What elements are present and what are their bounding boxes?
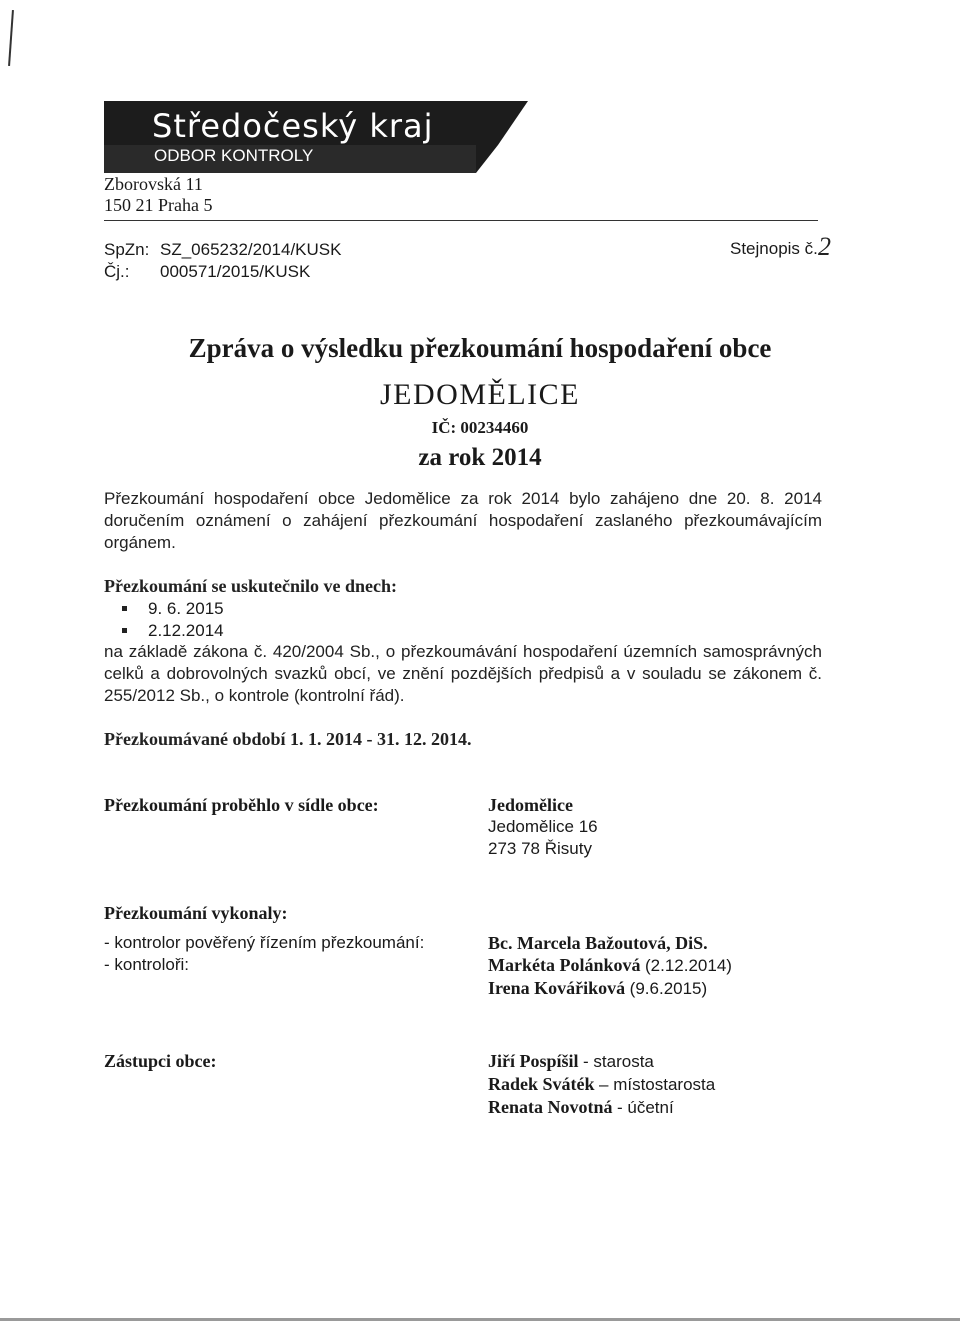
- date-item: [104, 598, 224, 620]
- location-label: Přezkoumání proběhlo v sídle obce:: [104, 795, 379, 815]
- department-name: ODBOR KONTROLY: [154, 146, 314, 165]
- bullet-icon: [122, 628, 127, 633]
- representative-row: [488, 1073, 715, 1096]
- date-item: [104, 620, 224, 642]
- representative-role: – místostarosta: [599, 1075, 716, 1094]
- representative-row: [488, 1096, 715, 1119]
- representative-name: Jiří Pospíšil: [488, 1051, 579, 1071]
- org-name: Středočeský kraj: [152, 107, 434, 145]
- date-text: 9. 6. 2015: [148, 599, 224, 618]
- representative-name: Radek Sváték: [488, 1074, 595, 1094]
- location-city: 273 78 Řisuty: [488, 839, 592, 858]
- controller-row: [488, 954, 732, 977]
- spzn-row: [104, 239, 341, 261]
- header-banner: [104, 101, 528, 173]
- representatives-label: Zástupci obce:: [104, 1051, 217, 1071]
- representative-name: Renata Novotná: [488, 1097, 613, 1117]
- controllers-label: - kontroloři:: [104, 955, 190, 974]
- lead-controller-label: - kontrolor pověřený řízením přezkoumání:: [104, 933, 425, 952]
- dates-heading: Přezkoumání se uskutečnilo ve dnech:: [104, 576, 398, 596]
- spzn-value: SZ_065232/2014/KUSK: [160, 240, 342, 259]
- reference-block: [104, 239, 341, 283]
- representative-role: - starosta: [583, 1052, 654, 1071]
- performers-heading: Přezkoumání vykonaly:: [104, 903, 288, 923]
- controller-name: Irena Kovářiková: [488, 978, 626, 998]
- performers-names: [488, 932, 732, 1000]
- address-street: Zborovská 11: [104, 174, 203, 194]
- review-period: Přezkoumávané období 1. 1. 2014 - 31. 12. 2014.: [104, 729, 472, 749]
- cj-label: Čj.:: [104, 262, 130, 281]
- location-name: Jedomělice: [488, 795, 573, 815]
- header-divider: [104, 220, 818, 221]
- scan-mark: [8, 10, 14, 66]
- representatives-list: [488, 1050, 715, 1119]
- page-bottom-edge: [0, 1318, 960, 1321]
- controller-date: (9.6.2015): [629, 979, 708, 998]
- lead-controller-name: Bc. Marcela Bažoutová, DiS.: [488, 933, 708, 953]
- representative-role: - účetní: [617, 1098, 674, 1117]
- spzn-label: SpZn:: [104, 240, 150, 259]
- document-title: Zpráva o výsledku přezkoumání hospodaření obce: [188, 333, 772, 363]
- intro-paragraph: Přezkoumání hospodaření obce Jedomělice za rok 2014 bylo zahájeno dne 20. 8. 2014 doručením oznámení o zahájení přezkoumání hospodaření zaslaného přezkoumávajícím orgánem.: [104, 489, 822, 552]
- address-city: 150 21 Praha 5: [104, 195, 213, 215]
- dates-list: [104, 598, 224, 641]
- cj-row: [104, 261, 341, 283]
- date-text: 2.12.2014: [148, 620, 224, 640]
- location-street: Jedomělice 16: [488, 817, 598, 836]
- controller-row: [488, 977, 732, 1000]
- cj-value: 000571/2015/KUSK: [160, 262, 311, 281]
- ic-number: IČ: 00234460: [431, 418, 529, 437]
- legal-paragraph: na základě zákona č. 420/2004 Sb., o přezkoumávání hospodaření územních samosprávných celků a dobrovolných svazků obcí, ve znění pozdějších předpisů a v souladu se zákonem č. 255/2012 Sb., o kontrole (kontrolní řád).: [104, 642, 822, 705]
- representative-row: [488, 1050, 715, 1073]
- copy-label: Stejnopis č.: [730, 239, 818, 258]
- controller-date: (2.12.2014): [645, 956, 732, 975]
- copy-number-handwritten: 2: [818, 232, 831, 261]
- bullet-icon: [122, 606, 127, 611]
- location-block: [488, 794, 598, 860]
- municipality-name: JEDOMĚLICE: [380, 378, 580, 411]
- report-year: za rok 2014: [418, 444, 542, 471]
- controller-name: Markéta Polánková: [488, 955, 641, 975]
